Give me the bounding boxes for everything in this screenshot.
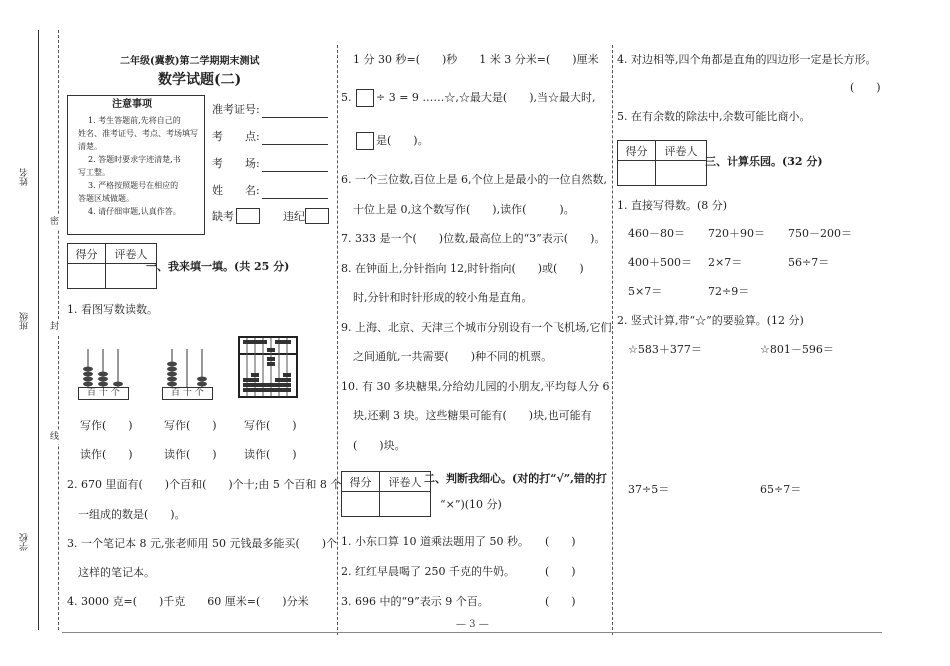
footer-rule — [62, 632, 882, 633]
calc2-title: 2. 竖式计算,带“☆”的要验算。(12 分) — [617, 314, 804, 327]
notice-item: 姓名、准考证号、考点、考场填写 — [78, 129, 198, 138]
calc1-item: 400＋500＝ — [628, 256, 692, 269]
section3-title: 三、计算乐园。(32 分) — [705, 155, 823, 168]
grader-cell[interactable] — [656, 161, 706, 185]
q6-line2: 十位上是 0,这个数写作( ),读作( )。 — [353, 203, 575, 216]
q5-box-dividend[interactable] — [356, 89, 374, 107]
judge-4: 4. 对边相等,四个角都是直角的四边形一定是长方形。 — [617, 53, 877, 66]
site-field[interactable] — [262, 144, 328, 145]
notice-item: 4. 请仔细审题,认真作答。 — [88, 207, 181, 216]
exam-title: 数学试题(二) — [158, 72, 242, 88]
score-box-2 — [341, 471, 431, 517]
calc1-item: 56÷7＝ — [788, 256, 830, 269]
site-label: 考 点: — [212, 130, 260, 143]
section2-title-cont: “×”)(10 分) — [440, 498, 502, 511]
seal-char-feng: 封 — [50, 322, 60, 332]
seal-char-mi: 密 — [50, 217, 60, 227]
q1-text: 1. 看图写数读数。 — [67, 303, 158, 316]
absent-box[interactable] — [236, 208, 260, 224]
q5-number: 5. — [341, 91, 352, 104]
judge-2-answer[interactable]: ( ) — [545, 565, 576, 578]
gutter-line — [38, 30, 39, 630]
q9-line2: 之间通航,一共需要( )种不同的机票。 — [353, 350, 553, 363]
grader-label: 评卷人 — [656, 141, 706, 161]
judge-2: 2. 红红早晨喝了 250 千克的牛奶。 — [341, 565, 515, 578]
q8-line1: 8. 在钟面上,分针指向 12,时针指向( )或( ) — [341, 262, 584, 275]
page-number: — 3 — — [452, 618, 493, 632]
score-label: 得分 — [342, 472, 380, 492]
section1-title: 一、我来填一填。(共 25 分) — [146, 260, 290, 273]
abacus-label-2: 百 十 个 — [171, 388, 204, 398]
write-blank-2[interactable]: 写作( ) — [164, 419, 217, 432]
grader-label: 评卷人 — [106, 244, 156, 264]
absent-label: 缺考 — [212, 210, 234, 223]
score-label: 得分 — [68, 244, 106, 264]
gutter-name-label: 姓名 — [20, 168, 30, 186]
score-box-3 — [617, 140, 707, 186]
calc1-item: 720＋90＝ — [708, 227, 765, 240]
room-field[interactable] — [262, 171, 328, 172]
judge-3-answer[interactable]: ( ) — [545, 595, 576, 608]
q8-line2: 时,分针和时针形成的较小角是直角。 — [353, 291, 533, 304]
q3-line1: 3. 一个笔记本 8 元,张老师用 50 元钱最多能买( )个 — [67, 537, 338, 550]
name-field[interactable] — [262, 198, 328, 199]
calc2-item: ☆583＋377＝ — [628, 343, 702, 356]
q10-line3: ( )块。 — [353, 439, 406, 452]
judge-3: 3. 696 中的“9”表示 9 个百。 — [341, 595, 489, 608]
judge-1-answer[interactable]: ( ) — [545, 535, 576, 548]
score-cell[interactable] — [342, 492, 380, 516]
write-blank-1[interactable]: 写作( ) — [80, 419, 133, 432]
notice-item: 3. 严格按照题号在相应的 — [88, 181, 179, 190]
gutter-school-label: 学校 — [20, 533, 30, 551]
q4-line1: 4. 3000 克=( )千克 60 厘米=( )分米 — [67, 595, 309, 608]
calc2-item: 37÷5＝ — [628, 483, 670, 496]
q10-line2: 块,还剩 3 块。这些糖果可能有( )块,也可能有 — [353, 409, 592, 422]
column-divider-1 — [337, 45, 338, 635]
q5-line1: ÷ 3 = 9 ……☆,☆最大是( ),当☆最大时, — [376, 91, 596, 104]
read-blank-1[interactable]: 读作( ) — [80, 448, 133, 461]
seal-char-xian: 线 — [50, 432, 60, 442]
exam-no-label: 准考证号: — [212, 103, 260, 116]
calc1-item: 460－80＝ — [628, 227, 685, 240]
abacus-label-1: 百 十 个 — [87, 388, 120, 398]
judge-4-answer[interactable]: ( ) — [850, 81, 881, 94]
judge-5: 5. 在有余数的除法中,余数可能比商小。 — [617, 110, 811, 123]
gutter-class-label: 班级 — [20, 312, 30, 330]
notice-item: 2. 答题时要求字迹清楚,书 — [88, 155, 181, 164]
grader-label: 评卷人 — [380, 472, 430, 492]
calc2-item: 65÷7＝ — [760, 483, 802, 496]
notice-item: 1. 考生答题前,先将自己的 — [88, 116, 181, 125]
calc1-item: 72÷9＝ — [708, 285, 750, 298]
calc1-title: 1. 直接写得数。(8 分) — [617, 199, 728, 212]
abacus-image-3 — [238, 336, 298, 398]
judge-1: 1. 小东口算 10 道乘法题用了 50 秒。 — [341, 535, 529, 548]
calc1-item: 5×7＝ — [628, 285, 663, 298]
section2-title: 二、判断我细心。(对的打“√”,错的打 — [424, 472, 607, 485]
read-blank-3[interactable]: 读作( ) — [244, 448, 297, 461]
q5-box-answer[interactable] — [356, 132, 374, 150]
notice-item: 答题区域做题。 — [78, 194, 134, 203]
violation-label: 违纪 — [283, 210, 305, 223]
q7-text: 7. 333 是一个( )位数,最高位上的“3”表示( )。 — [341, 232, 606, 245]
calc1-item: 2×7＝ — [708, 256, 743, 269]
q4-line2: 1 分 30 秒=( )秒 1 米 3 分米=( )厘米 — [353, 53, 599, 66]
notice-item: 清楚。 — [78, 142, 102, 151]
q2-line1: 2. 670 里面有( )个百和( )个十;由 5 个百和 8 个 — [67, 478, 342, 491]
score-cell[interactable] — [618, 161, 656, 185]
grader-cell[interactable] — [380, 492, 430, 516]
exam-no-field[interactable] — [262, 117, 328, 118]
notice-title: 注意事项 — [112, 99, 152, 110]
read-blank-2[interactable]: 读作( ) — [164, 448, 217, 461]
score-box-1 — [67, 243, 157, 289]
calc2-item: ☆801－596＝ — [760, 343, 834, 356]
q2-line2: 一组成的数是( )。 — [78, 508, 186, 521]
score-cell[interactable] — [68, 264, 106, 288]
calc1-item: 750－200＝ — [788, 227, 852, 240]
name-label: 姓 名: — [212, 184, 260, 197]
q3-line2: 这样的笔记本。 — [78, 566, 155, 579]
q6-line1: 6. 一个三位数,百位上是 6,个位上是最小的一位自然数, — [341, 173, 607, 186]
violation-box[interactable] — [305, 208, 329, 224]
exam-subtitle: 二年级(冀教)第二学期期末测试 — [120, 56, 260, 67]
write-blank-3[interactable]: 写作( ) — [244, 419, 297, 432]
column-divider-2 — [612, 45, 613, 635]
room-label: 考 场: — [212, 157, 260, 170]
score-label: 得分 — [618, 141, 656, 161]
q9-line1: 9. 上海、北京、天津三个城市分别设有一个飞机场,它们 — [341, 321, 612, 334]
notice-item: 写工整。 — [78, 168, 110, 177]
q5-line2: 是( )。 — [376, 134, 429, 147]
q10-line1: 10. 有 30 多块糖果,分给幼儿园的小朋友,平均每人分 6 — [341, 380, 610, 393]
